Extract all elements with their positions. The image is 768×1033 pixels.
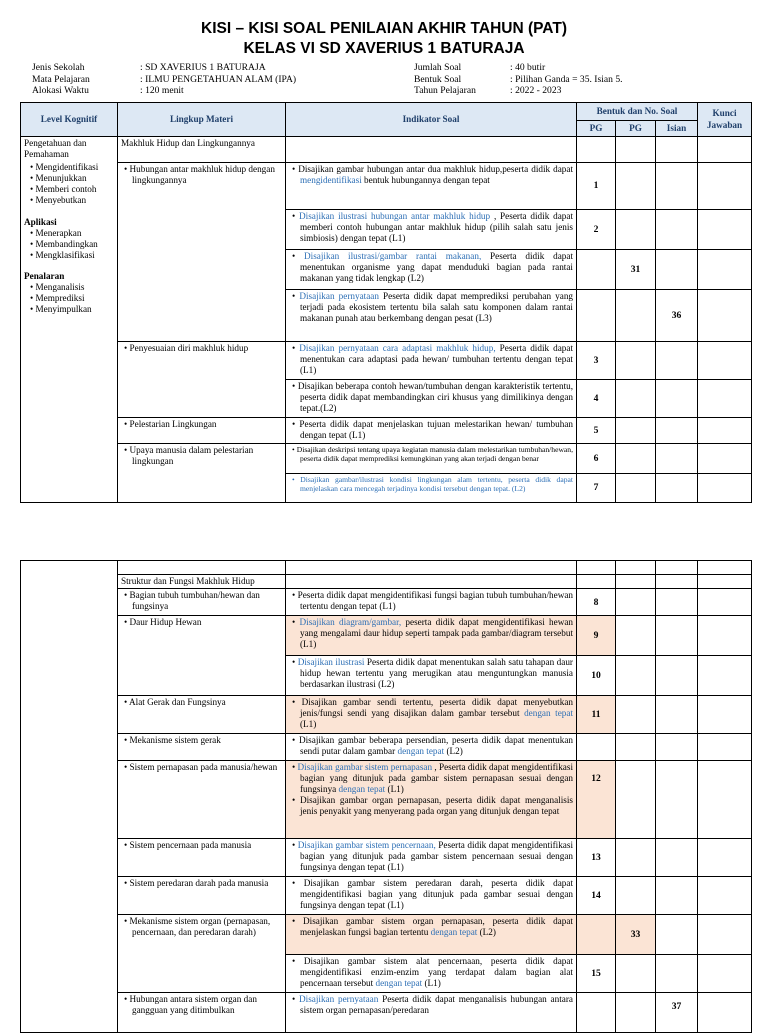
- indikator-item: • Disajikan gambar sendi tertentu, peserta didik dapat menyebutkan jenis/fungsi sendi yang disajikan dalam gambar tersebut dengan tepat (L1): [289, 697, 573, 730]
- header-kunci: Kunci Jawaban: [698, 103, 752, 137]
- indikator-item: • Disajikan gambar sistem pernapasan , Peserta didik dapat mengidentifikasi bagian yang ditunjuk pada gambar sistem pernapasan sesuai dengan fungsinya dengan tepat (L1): [289, 762, 573, 795]
- soal-number: 37: [656, 993, 698, 1033]
- soal-number: 7: [577, 474, 616, 503]
- indikator-item: • Peserta didik dapat menjelaskan tujuan melestarikan hewan/ tumbuhan dengan tepat (L1): [289, 419, 573, 441]
- materi-item: • Sistem peredaran darah pada manusia: [121, 878, 282, 889]
- materi-item: • Mekanisme sistem organ (pernapasan, pencernaan, dan peredaran darah): [121, 916, 282, 938]
- indikator-item: • Disajikan ilustrasi Peserta didik dapat menentukan salah satu tahapan daur hidup hewan tertentu yang merugikan atau menguntungkan manusia berdasarkan ilustrasi (L2): [289, 657, 573, 690]
- level-item: • Memberi contoh: [24, 184, 114, 195]
- level-item: • Menerapkan: [24, 228, 114, 239]
- soal-number: 31: [616, 250, 656, 290]
- indikator-item: • Disajikan gambar sistem peredaran darah, peserta didik dapat mengidentifikasi bagian yang ditunjuk pada gambar sesuai dengan fungsinya dengan tepat (L1): [289, 878, 573, 911]
- level-item: • Menyimpulkan: [24, 304, 114, 315]
- soal-number: 15: [577, 955, 616, 993]
- materi-item: • Alat Gerak dan Fungsinya: [121, 697, 282, 708]
- indikator-item: • Disajikan gambar organ pernapasan, peserta didik dapat menganalisis jenis penyakit yang menyerang pada organ yang ditunjuk dengan tepat: [289, 795, 573, 817]
- materi-item: • Hubungan antar makhluk hidup dengan lingkungannya: [121, 164, 282, 186]
- level-heading: Penalaran: [24, 270, 65, 281]
- materi-item: • Sistem pencernaan pada manusia: [121, 840, 282, 851]
- materi-item: • Mekanisme sistem gerak: [121, 735, 282, 746]
- indikator-item: • Disajikan gambar hubungan antar dua makhluk hidup,peserta didik dapat mengidentifikasi bentuk hubungannya dengan tepat: [289, 164, 573, 186]
- meta-left-values: : SD XAVERIUS 1 BATURAJA : ILMU PENGETAHUAN ALAM (IPA) : 120 menit: [140, 62, 297, 96]
- indikator-item: • Disajikan ilustrasi hubungan antar makhluk hidup , Peserta didik dapat memberi contoh hubungan antar makhluk hidup (pilih salah satu jenis simbiosis) dengan tepat (L1): [289, 211, 573, 244]
- indikator-item: • Disajikan ilustrasi/gambar rantai makanan, Peserta didik dapat menentukan organisme yang dapat menduduki bagian pada rantai makanan yang tidak lengkap (L2): [289, 251, 573, 284]
- kisi-table-part-2: [20, 560, 752, 1033]
- soal-number: 2: [577, 210, 616, 250]
- indikator-item: • Disajikan beberapa contoh hewan/tumbuhan dengan karakteristik tertentu, peserta didik dapat membandingkan ciri khusus yang dimilikinya dengan tepat.(L2): [289, 381, 573, 414]
- soal-number: 9: [577, 616, 616, 656]
- kisi-table-part-1: [20, 102, 752, 503]
- soal-number: 12: [577, 761, 616, 839]
- indikator-item: • Disajikan gambar sistem pencernaan, Peserta didik dapat mengidentifikasi bagian yang ditunjuk pada gambar sistem pencernaan sesuai dengan fungsinya dengan tepat (L1): [289, 840, 573, 873]
- section-title: Struktur dan Fungsi Makhluk Hidup: [118, 575, 286, 589]
- soal-number: 4: [577, 380, 616, 418]
- indikator-item: • Disajikan gambar beberapa persendian, peserta didik dapat menentukan sendi putar dalam gambar dengan tepat (L2): [289, 735, 573, 757]
- section-title: Makhluk Hidup dan Lingkungannya: [118, 137, 286, 163]
- header-level: Level Kognitif: [21, 103, 118, 137]
- level-heading: Aplikasi: [24, 216, 57, 227]
- header-indikator: Indikator Soal: [286, 103, 577, 137]
- header-pg-1: PG: [577, 121, 616, 137]
- soal-number: 11: [577, 696, 616, 734]
- soal-number: 8: [577, 589, 616, 616]
- meta-right-values: : 40 butir : Pilihan Ganda = 35. Isian 5. : 2022 - 2023: [510, 62, 623, 96]
- materi-item: • Pelestarian Lingkungan: [121, 419, 282, 430]
- document-title: KISI – KISI SOAL PENILAIAN AKHIR TAHUN (PAT): [201, 20, 567, 37]
- level-item: • Memprediksi: [24, 293, 114, 304]
- level-item: • Menganalisis: [24, 282, 114, 293]
- level-item: • Mengidentifikasi: [24, 162, 114, 173]
- materi-item: • Hubungan antara sistem organ dan gangguan yang ditimbulkan: [121, 994, 282, 1016]
- materi-item: • Upaya manusia dalam pelestarian lingkungan: [121, 445, 282, 467]
- level-item: • Membandingkan: [24, 239, 114, 250]
- soal-number: 5: [577, 418, 616, 444]
- header-lingkup: Lingkup Materi: [118, 103, 286, 137]
- level-kognitif-cell: [21, 137, 118, 503]
- level-item: • Menunjukkan: [24, 173, 114, 184]
- header-isian: Isian: [656, 121, 698, 137]
- indikator-item: • Disajikan gambar sistem alat pencernaan, peserta didik dapat mengidentifikasi enzim-enzim yang terdapat dalam bagian alat pencernaan tersebut dengan tepat (L1): [289, 956, 573, 989]
- soal-number: 3: [577, 342, 616, 380]
- header-bentuk: Bentuk dan No. Soal: [577, 103, 698, 121]
- level-heading: Pengetahuan dan Pemahaman: [24, 138, 87, 160]
- materi-item: • Daur Hidup Hewan: [121, 617, 282, 628]
- level-item: • Mengklasifikasi: [24, 250, 114, 261]
- indikator-item: • Disajikan deskripsi tentang upaya kegiatan manusia dalam melestarikan tumbuhan/hewan, peserta didik dapat memprediksi kemungkinan yang akan terjadi dengan benar: [289, 445, 573, 463]
- soal-number: 14: [577, 877, 616, 915]
- indikator-item: • Disajikan pernyataan Peserta didik dapat memprediksi perubahan yang terjadi pada ekosistem tertentu bila salah satu komponen dalam rantai makanan punah atau berkembang dengan pesat (L3): [289, 291, 573, 324]
- soal-number: 13: [577, 839, 616, 877]
- indikator-item: • Disajikan diagram/gambar, peserta didik dapat mengidentifikasi hewan yang mengalami daur hidup seperti tampak pada gambar/diagram tersebut (L1): [289, 617, 573, 650]
- header-pg-2: PG: [616, 121, 656, 137]
- meta-left-labels: Jenis Sekolah Mata Pelajaran Alokasi Waktu: [32, 62, 90, 96]
- soal-number: 1: [577, 163, 616, 210]
- materi-item: • Sistem pernapasan pada manusia/hewan: [121, 762, 282, 773]
- meta-right-labels: Jumlah Soal Bentuk Soal Tahun Pelajaran: [414, 62, 476, 96]
- indikator-item: • Disajikan gambar/ilustrasi kondisi lingkungan alam tertentu, peserta didik dapat menjelaskan cara mencegah terjadinya kondisi tersebut dengan tepat. (L2): [289, 475, 573, 493]
- materi-item: • Penyesuaian diri makhluk hidup: [121, 343, 282, 354]
- indikator-item: • Disajikan pernyataan Peserta didik dapat menganalisis hubungan antara sistem organ pernapasan/peredaran: [289, 994, 573, 1016]
- indikator-item: • Disajikan pernyataan cara adaptasi makhluk hidup, Peserta didik dapat menentukan cara adaptasi pada hewan/ tumbuhan tertentu dengan tepat (L1): [289, 343, 573, 376]
- soal-number: 10: [577, 656, 616, 696]
- indikator-item: • Disajikan gambar sistem organ pernapasan, peserta didik dapat menjelaskan fungsi bagian tertentu dengan tepat (L2): [289, 916, 573, 938]
- document-subtitle: KELAS VI SD XAVERIUS 1 BATURAJA: [243, 40, 525, 57]
- soal-number: 6: [577, 444, 616, 474]
- level-item: • Menyebutkan: [24, 195, 114, 206]
- materi-item: • Bagian tubuh tumbuhan/hewan dan fungsinya: [121, 590, 282, 612]
- soal-number: 33: [616, 915, 656, 955]
- soal-number: 36: [656, 290, 698, 342]
- indikator-item: • Peserta didik dapat mengidentifikasi fungsi bagian tubuh tumbuhan/hewan tertentu dengan tepat (L1): [289, 590, 573, 612]
